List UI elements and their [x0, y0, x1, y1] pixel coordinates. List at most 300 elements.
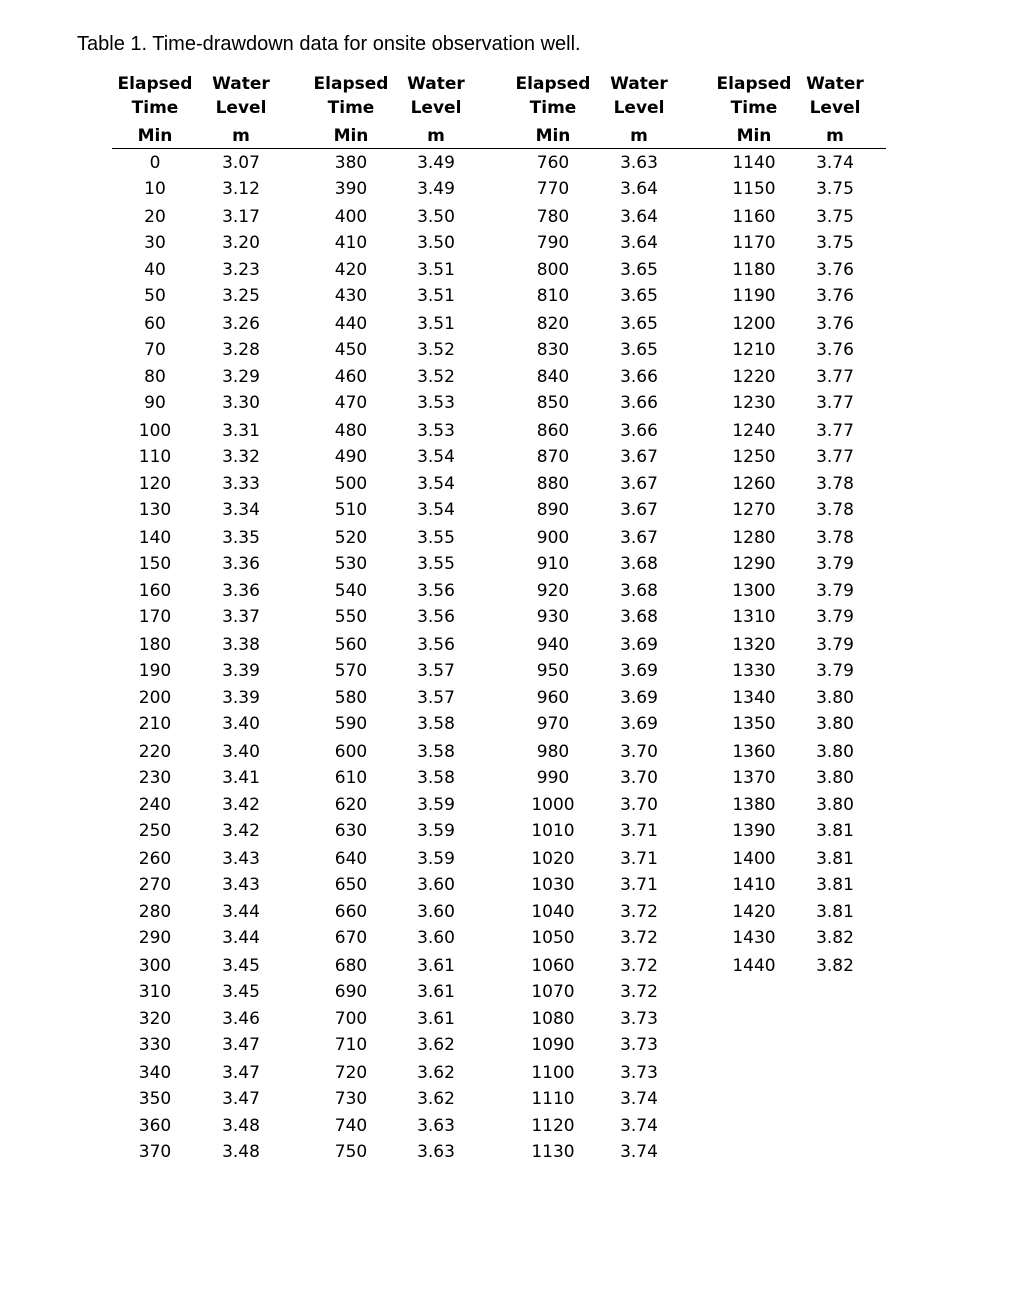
elapsed-time-cell: 1390	[732, 821, 776, 842]
elapsed-time-cell: 1230	[732, 393, 776, 414]
header-elapsed-time: Elapsed Time	[515, 74, 591, 118]
water-level-cell: 3.58	[417, 741, 455, 762]
header-water-level: Water Level	[212, 74, 270, 118]
water-level-cell: 3.70	[620, 767, 658, 788]
elapsed-time-cell: 80	[144, 367, 166, 387]
elapsed-time-cell: 770	[536, 179, 570, 200]
water-level-cell: 3.59	[417, 821, 455, 842]
elapsed-time-cell: 1350	[732, 714, 776, 735]
water-level-cell: 3.29	[222, 367, 260, 387]
header-level-unit: m	[630, 126, 648, 146]
elapsed-time-cell: 250	[138, 821, 172, 842]
water-level-cell: 3.78	[816, 474, 854, 494]
elapsed-time-cell: 40	[144, 260, 166, 280]
water-level-cell: 3.52	[417, 367, 455, 387]
water-level-cell: 3.79	[816, 660, 854, 681]
elapsed-time-cell: 450	[334, 339, 368, 360]
elapsed-time-cell: 1440	[732, 955, 776, 976]
elapsed-time-cell: 930	[536, 607, 570, 628]
water-level-cell: 3.80	[816, 714, 854, 735]
water-level-cell: 3.47	[222, 1062, 260, 1083]
header-water-level: Water Level	[806, 74, 864, 118]
elapsed-time-cell: 1050	[531, 928, 575, 949]
elapsed-time-cell: 650	[334, 874, 368, 895]
water-level-cell: 3.78	[816, 527, 854, 548]
water-level-cell: 3.57	[417, 660, 455, 681]
elapsed-time-cell: 1380	[732, 795, 776, 815]
elapsed-time-cell: 230	[138, 767, 172, 788]
elapsed-time-cell: 100	[138, 420, 172, 441]
elapsed-time-cell: 1010	[531, 821, 575, 842]
water-level-cell: 3.63	[620, 153, 658, 173]
elapsed-time-cell: 190	[138, 660, 172, 681]
elapsed-time-cell: 1220	[732, 367, 776, 387]
elapsed-time-cell: 90	[144, 393, 166, 414]
elapsed-time-cell: 500	[334, 474, 368, 494]
water-level-cell: 3.70	[620, 795, 658, 815]
water-level-cell: 3.33	[222, 474, 260, 494]
water-level-cell: 3.78	[816, 500, 854, 521]
header-elapsed-time: Elapsed Time	[313, 74, 389, 118]
water-level-cell: 3.74	[816, 153, 854, 173]
elapsed-time-cell: 1200	[732, 313, 776, 334]
water-level-cell: 3.31	[222, 420, 260, 441]
water-level-cell: 3.30	[222, 393, 260, 414]
elapsed-time-cell: 910	[536, 553, 570, 574]
elapsed-time-cell: 1280	[732, 527, 776, 548]
elapsed-time-cell: 1090	[531, 1035, 575, 1056]
elapsed-time-cell: 630	[334, 821, 368, 842]
water-level-cell: 3.63	[417, 1116, 455, 1136]
water-level-cell: 3.70	[620, 741, 658, 762]
water-level-cell: 3.61	[417, 981, 455, 1002]
water-level-cell: 3.51	[417, 260, 455, 280]
elapsed-time-cell: 1140	[732, 153, 776, 173]
elapsed-time-cell: 1160	[732, 206, 776, 227]
elapsed-time-cell: 870	[536, 446, 570, 467]
water-level-cell: 3.68	[620, 581, 658, 601]
elapsed-time-cell: 590	[334, 714, 368, 735]
water-level-cell: 3.60	[417, 902, 455, 922]
water-level-cell: 3.71	[620, 874, 658, 895]
elapsed-time-cell: 810	[536, 286, 570, 307]
water-level-cell: 3.51	[417, 313, 455, 334]
elapsed-time-cell: 300	[138, 955, 172, 976]
water-level-cell: 3.62	[417, 1035, 455, 1056]
water-level-cell: 3.25	[222, 286, 260, 307]
water-level-cell: 3.12	[222, 179, 260, 200]
elapsed-time-cell: 1250	[732, 446, 776, 467]
elapsed-time-cell: 320	[138, 1009, 172, 1029]
water-level-cell: 3.43	[222, 848, 260, 869]
water-level-cell: 3.28	[222, 339, 260, 360]
water-level-cell: 3.69	[620, 688, 658, 708]
elapsed-time-cell: 750	[334, 1142, 368, 1163]
water-level-cell: 3.43	[222, 874, 260, 895]
water-level-cell: 3.63	[417, 1142, 455, 1163]
water-level-cell: 3.76	[816, 286, 854, 307]
water-level-cell: 3.44	[222, 902, 260, 922]
water-level-cell: 3.54	[417, 500, 455, 521]
water-level-cell: 3.39	[222, 688, 260, 708]
elapsed-time-cell: 410	[334, 232, 368, 253]
elapsed-time-cell: 920	[536, 581, 570, 601]
elapsed-time-cell: 490	[334, 446, 368, 467]
water-level-cell: 3.67	[620, 500, 658, 521]
elapsed-time-cell: 1060	[531, 955, 575, 976]
elapsed-time-cell: 570	[334, 660, 368, 681]
elapsed-time-cell: 680	[334, 955, 368, 976]
water-level-cell: 3.73	[620, 1009, 658, 1029]
elapsed-time-cell: 400	[334, 206, 368, 227]
water-level-cell: 3.51	[417, 286, 455, 307]
water-level-cell: 3.53	[417, 420, 455, 441]
elapsed-time-cell: 330	[138, 1035, 172, 1056]
elapsed-time-cell: 550	[334, 607, 368, 628]
water-level-cell: 3.69	[620, 634, 658, 655]
elapsed-time-cell: 1020	[531, 848, 575, 869]
elapsed-time-cell: 990	[536, 767, 570, 788]
elapsed-time-cell: 1260	[732, 474, 776, 494]
water-level-cell: 3.80	[816, 741, 854, 762]
water-level-cell: 3.65	[620, 260, 658, 280]
elapsed-time-cell: 880	[536, 474, 570, 494]
water-level-cell: 3.81	[816, 821, 854, 842]
elapsed-time-cell: 620	[334, 795, 368, 815]
water-level-cell: 3.52	[417, 339, 455, 360]
water-level-cell: 3.69	[620, 660, 658, 681]
elapsed-time-cell: 890	[536, 500, 570, 521]
elapsed-time-cell: 470	[334, 393, 368, 414]
elapsed-time-cell: 1120	[531, 1116, 575, 1136]
water-level-cell: 3.55	[417, 527, 455, 548]
water-level-cell: 3.65	[620, 286, 658, 307]
elapsed-time-cell: 1270	[732, 500, 776, 521]
elapsed-time-cell: 1180	[732, 260, 776, 280]
elapsed-time-cell: 830	[536, 339, 570, 360]
water-level-cell: 3.79	[816, 553, 854, 574]
elapsed-time-cell: 480	[334, 420, 368, 441]
elapsed-time-cell: 440	[334, 313, 368, 334]
water-level-cell: 3.54	[417, 446, 455, 467]
elapsed-time-cell: 1320	[732, 634, 776, 655]
elapsed-time-cell: 220	[138, 741, 172, 762]
water-level-cell: 3.72	[620, 981, 658, 1002]
header-time-unit: Min	[535, 126, 571, 146]
elapsed-time-cell: 240	[138, 795, 172, 815]
elapsed-time-cell: 1290	[732, 553, 776, 574]
water-level-cell: 3.81	[816, 902, 854, 922]
water-level-cell: 3.46	[222, 1009, 260, 1029]
water-level-cell: 3.62	[417, 1062, 455, 1083]
header-time-unit: Min	[736, 126, 772, 146]
water-level-cell: 3.66	[620, 420, 658, 441]
header-level-unit: m	[232, 126, 250, 146]
elapsed-time-cell: 1370	[732, 767, 776, 788]
water-level-cell: 3.20	[222, 232, 260, 253]
elapsed-time-cell: 1080	[531, 1009, 575, 1029]
elapsed-time-cell: 840	[536, 367, 570, 387]
water-level-cell: 3.76	[816, 260, 854, 280]
water-level-cell: 3.45	[222, 981, 260, 1002]
elapsed-time-cell: 690	[334, 981, 368, 1002]
water-level-cell: 3.50	[417, 206, 455, 227]
water-level-cell: 3.77	[816, 393, 854, 414]
elapsed-time-cell: 120	[138, 474, 172, 494]
water-level-cell: 3.42	[222, 821, 260, 842]
elapsed-time-cell: 980	[536, 741, 570, 762]
elapsed-time-cell: 60	[144, 313, 166, 334]
water-level-cell: 3.76	[816, 339, 854, 360]
water-level-cell: 3.40	[222, 741, 260, 762]
water-level-cell: 3.79	[816, 634, 854, 655]
elapsed-time-cell: 1300	[732, 581, 776, 601]
table-title: Table 1. Time-drawdown data for onsite observation well.	[77, 33, 581, 55]
water-level-cell: 3.34	[222, 500, 260, 521]
water-level-cell: 3.74	[620, 1142, 658, 1163]
elapsed-time-cell: 310	[138, 981, 172, 1002]
water-level-cell: 3.72	[620, 928, 658, 949]
water-level-cell: 3.61	[417, 1009, 455, 1029]
water-level-cell: 3.67	[620, 446, 658, 467]
elapsed-time-cell: 1110	[531, 1088, 575, 1109]
elapsed-time-cell: 130	[138, 500, 172, 521]
elapsed-time-cell: 180	[138, 634, 172, 655]
elapsed-time-cell: 850	[536, 393, 570, 414]
header-elapsed-time: Elapsed Time	[716, 74, 792, 118]
water-level-cell: 3.71	[620, 821, 658, 842]
water-level-cell: 3.81	[816, 874, 854, 895]
water-level-cell: 3.55	[417, 553, 455, 574]
water-level-cell: 3.69	[620, 714, 658, 735]
water-level-cell: 3.73	[620, 1062, 658, 1083]
water-level-cell: 3.65	[620, 313, 658, 334]
elapsed-time-cell: 950	[536, 660, 570, 681]
water-level-cell: 3.75	[816, 179, 854, 200]
water-level-cell: 3.57	[417, 688, 455, 708]
elapsed-time-cell: 1240	[732, 420, 776, 441]
water-level-cell: 3.71	[620, 848, 658, 869]
water-level-cell: 3.73	[620, 1035, 658, 1056]
water-level-cell: 3.65	[620, 339, 658, 360]
elapsed-time-cell: 430	[334, 286, 368, 307]
elapsed-time-cell: 700	[334, 1009, 368, 1029]
elapsed-time-cell: 760	[536, 153, 570, 173]
water-level-cell: 3.79	[816, 607, 854, 628]
elapsed-time-cell: 560	[334, 634, 368, 655]
elapsed-time-cell: 30	[144, 232, 166, 253]
elapsed-time-cell: 960	[536, 688, 570, 708]
water-level-cell: 3.45	[222, 955, 260, 976]
water-level-cell: 3.56	[417, 607, 455, 628]
elapsed-time-cell: 150	[138, 553, 172, 574]
water-level-cell: 3.07	[222, 153, 260, 173]
water-level-cell: 3.64	[620, 206, 658, 227]
elapsed-time-cell: 260	[138, 848, 172, 869]
elapsed-time-cell: 800	[536, 260, 570, 280]
elapsed-time-cell: 350	[138, 1088, 172, 1109]
elapsed-time-cell: 1190	[732, 286, 776, 307]
elapsed-time-cell: 580	[334, 688, 368, 708]
water-level-cell: 3.74	[620, 1088, 658, 1109]
elapsed-time-cell: 1330	[732, 660, 776, 681]
header-water-level: Water Level	[610, 74, 668, 118]
water-level-cell: 3.60	[417, 874, 455, 895]
header-time-unit: Min	[333, 126, 369, 146]
elapsed-time-cell: 1420	[732, 902, 776, 922]
header-level-unit: m	[427, 126, 445, 146]
elapsed-time-cell: 0	[149, 153, 161, 173]
elapsed-time-cell: 420	[334, 260, 368, 280]
water-level-cell: 3.79	[816, 581, 854, 601]
elapsed-time-cell: 360	[138, 1116, 172, 1136]
water-level-cell: 3.23	[222, 260, 260, 280]
water-level-cell: 3.76	[816, 313, 854, 334]
water-level-cell: 3.68	[620, 553, 658, 574]
water-level-cell: 3.44	[222, 928, 260, 949]
water-level-cell: 3.56	[417, 634, 455, 655]
elapsed-time-cell: 940	[536, 634, 570, 655]
elapsed-time-cell: 1340	[732, 688, 776, 708]
water-level-cell: 3.82	[816, 955, 854, 976]
water-level-cell: 3.77	[816, 446, 854, 467]
water-level-cell: 3.77	[816, 420, 854, 441]
water-level-cell: 3.82	[816, 928, 854, 949]
elapsed-time-cell: 1100	[531, 1062, 575, 1083]
water-level-cell: 3.77	[816, 367, 854, 387]
header-elapsed-time: Elapsed Time	[117, 74, 193, 118]
elapsed-time-cell: 270	[138, 874, 172, 895]
water-level-cell: 3.68	[620, 607, 658, 628]
elapsed-time-cell: 520	[334, 527, 368, 548]
header-time-unit: Min	[137, 126, 173, 146]
elapsed-time-cell: 610	[334, 767, 368, 788]
water-level-cell: 3.48	[222, 1116, 260, 1136]
water-level-cell: 3.75	[816, 206, 854, 227]
water-level-cell: 3.64	[620, 232, 658, 253]
elapsed-time-cell: 1210	[732, 339, 776, 360]
water-level-cell: 3.59	[417, 795, 455, 815]
water-level-cell: 3.64	[620, 179, 658, 200]
water-level-cell: 3.62	[417, 1088, 455, 1109]
water-level-cell: 3.60	[417, 928, 455, 949]
elapsed-time-cell: 280	[138, 902, 172, 922]
elapsed-time-cell: 530	[334, 553, 368, 574]
elapsed-time-cell: 170	[138, 607, 172, 628]
elapsed-time-cell: 1360	[732, 741, 776, 762]
water-level-cell: 3.47	[222, 1035, 260, 1056]
elapsed-time-cell: 1170	[732, 232, 776, 253]
water-level-cell: 3.58	[417, 714, 455, 735]
water-level-cell: 3.80	[816, 795, 854, 815]
elapsed-time-cell: 1430	[732, 928, 776, 949]
elapsed-time-cell: 1410	[732, 874, 776, 895]
elapsed-time-cell: 1310	[732, 607, 776, 628]
elapsed-time-cell: 390	[334, 179, 368, 200]
water-level-cell: 3.72	[620, 955, 658, 976]
water-level-cell: 3.36	[222, 581, 260, 601]
water-level-cell: 3.42	[222, 795, 260, 815]
header-rule	[112, 148, 886, 149]
elapsed-time-cell: 210	[138, 714, 172, 735]
elapsed-time-cell: 780	[536, 206, 570, 227]
elapsed-time-cell: 540	[334, 581, 368, 601]
elapsed-time-cell: 640	[334, 848, 368, 869]
water-level-cell: 3.50	[417, 232, 455, 253]
elapsed-time-cell: 110	[138, 446, 172, 467]
elapsed-time-cell: 140	[138, 527, 172, 548]
elapsed-time-cell: 1150	[732, 179, 776, 200]
elapsed-time-cell: 670	[334, 928, 368, 949]
water-level-cell: 3.61	[417, 955, 455, 976]
water-level-cell: 3.74	[620, 1116, 658, 1136]
water-level-cell: 3.35	[222, 527, 260, 548]
water-level-cell: 3.66	[620, 393, 658, 414]
water-level-cell: 3.48	[222, 1142, 260, 1163]
water-level-cell: 3.38	[222, 634, 260, 655]
elapsed-time-cell: 710	[334, 1035, 368, 1056]
elapsed-time-cell: 1070	[531, 981, 575, 1002]
elapsed-time-cell: 660	[334, 902, 368, 922]
elapsed-time-cell: 1130	[531, 1142, 575, 1163]
elapsed-time-cell: 970	[536, 714, 570, 735]
water-level-cell: 3.17	[222, 206, 260, 227]
elapsed-time-cell: 460	[334, 367, 368, 387]
water-level-cell: 3.49	[417, 153, 455, 173]
water-level-cell: 3.67	[620, 527, 658, 548]
elapsed-time-cell: 200	[138, 688, 172, 708]
water-level-cell: 3.81	[816, 848, 854, 869]
elapsed-time-cell: 730	[334, 1088, 368, 1109]
water-level-cell: 3.47	[222, 1088, 260, 1109]
header-water-level: Water Level	[407, 74, 465, 118]
water-level-cell: 3.80	[816, 767, 854, 788]
water-level-cell: 3.80	[816, 688, 854, 708]
elapsed-time-cell: 50	[144, 286, 166, 307]
header-level-unit: m	[826, 126, 844, 146]
water-level-cell: 3.58	[417, 767, 455, 788]
water-level-cell: 3.49	[417, 179, 455, 200]
elapsed-time-cell: 20	[144, 206, 166, 227]
water-level-cell: 3.53	[417, 393, 455, 414]
water-level-cell: 3.66	[620, 367, 658, 387]
water-level-cell: 3.75	[816, 232, 854, 253]
elapsed-time-cell: 380	[334, 153, 368, 173]
water-level-cell: 3.72	[620, 902, 658, 922]
elapsed-time-cell: 790	[536, 232, 570, 253]
elapsed-time-cell: 1030	[531, 874, 575, 895]
elapsed-time-cell: 510	[334, 500, 368, 521]
elapsed-time-cell: 340	[138, 1062, 172, 1083]
elapsed-time-cell: 370	[138, 1142, 172, 1163]
elapsed-time-cell: 290	[138, 928, 172, 949]
elapsed-time-cell: 900	[536, 527, 570, 548]
elapsed-time-cell: 1000	[531, 795, 575, 815]
elapsed-time-cell: 10	[144, 179, 166, 200]
water-level-cell: 3.36	[222, 553, 260, 574]
elapsed-time-cell: 740	[334, 1116, 368, 1136]
elapsed-time-cell: 1040	[531, 902, 575, 922]
water-level-cell: 3.32	[222, 446, 260, 467]
water-level-cell: 3.39	[222, 660, 260, 681]
water-level-cell: 3.41	[222, 767, 260, 788]
elapsed-time-cell: 860	[536, 420, 570, 441]
elapsed-time-cell: 160	[138, 581, 172, 601]
water-level-cell: 3.56	[417, 581, 455, 601]
water-level-cell: 3.40	[222, 714, 260, 735]
elapsed-time-cell: 1400	[732, 848, 776, 869]
water-level-cell: 3.59	[417, 848, 455, 869]
